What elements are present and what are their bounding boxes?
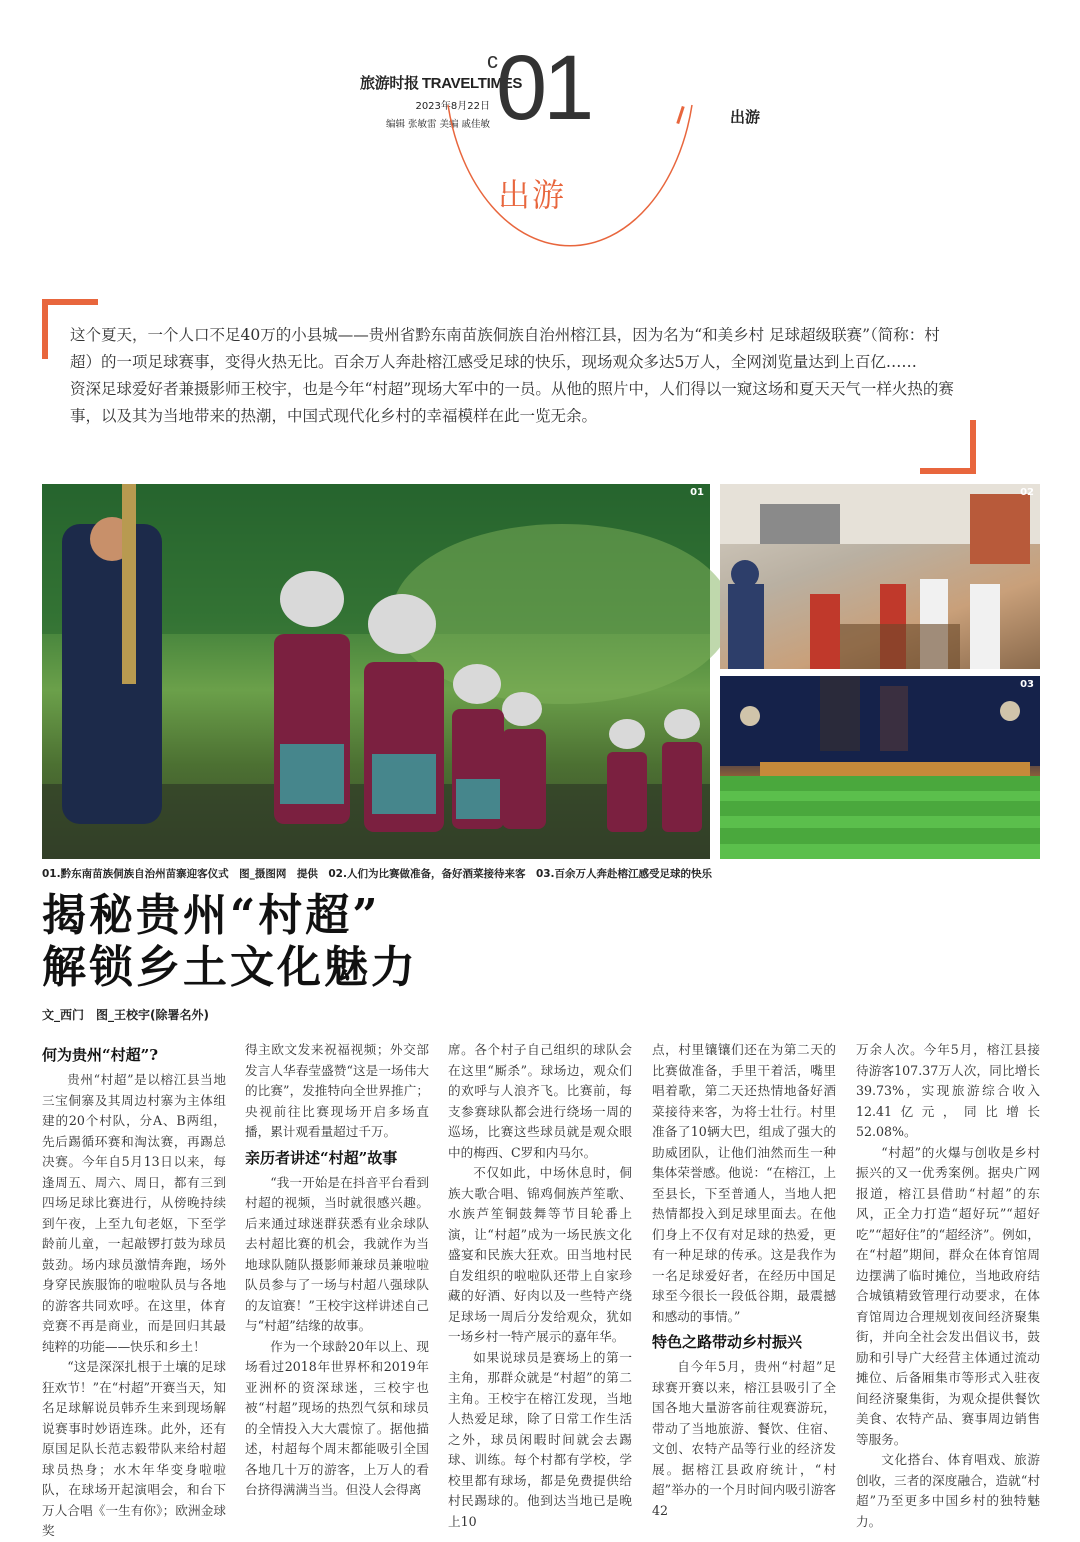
- publication-date: 2023年8月22日: [415, 101, 490, 112]
- body-column-1: [42, 1040, 226, 1542]
- photo-caption: 01.黔东南苗族侗族自治州苗寨迎客仪式 图_摄图网 提供 02.人们为比赛做准备，备好酒菜接待来客 03.百余万人奔赴榕江感受足球的快乐: [42, 868, 713, 880]
- article-headline: [42, 890, 418, 994]
- intro-paragraph: 这个夏天，一个人口不足40万的小县城——贵州省黔东南苗族侗族自治州榕江县，因为名为“和美乡村 足球超级联赛”（简称：村超）的一项足球赛事，变得火热无比。百余万人奔赴榕江感受足球的快乐，现场观众多达5万人，全网浏览量达到上百亿……: [70, 326, 940, 371]
- photo-illustration: [42, 484, 710, 859]
- body-column-4: [652, 1040, 836, 1521]
- body-paragraph: 自今年5月，贵州“村超”足球赛开赛以来，榕江县吸引了全国各地大量游客前往观赛游玩，带动了当地旅游、餐饮、住宿、文创、农特产品等行业的经济发展。据榕江县政府统计，“村超”举办的一个月时间内吸引游客42: [652, 1359, 836, 1518]
- brand-cn: 旅游时报: [360, 74, 419, 92]
- body-column-5: [856, 1040, 1040, 1532]
- headline-line: 揭秘贵州“村超”: [42, 890, 381, 941]
- body-paragraph: 贵州“村超”是以榕江县当地三宝侗寨及其周边村寨为主体组建的20个村队，分A、B两组，先后踢循环赛和淘汰赛，再踢总决赛。今年自5月13日以来，每逢周五、周六、周日，都有三到四场足球比赛进行，从傍晚持续到午夜，上至九旬老妪，下至学龄前儿童，一起敲锣打鼓为球员鼓劲。场内球员激情奔跑，场外身穿民族服饰的啦啦队员与各地的游客共同欢呼。在这里，体育竞赛不再是商业，而是回归其最纯粹的功能——快乐和乡土！: [42, 1072, 226, 1354]
- body-paragraph: 文化搭台、体育唱戏、旅游创收，三者的深度融合，造就“村超”乃至更多中国乡村的独特魅力。: [856, 1452, 1040, 1529]
- headline-line: 解锁乡土文化魅力: [42, 942, 418, 993]
- body-paragraph: 不仅如此，中场休息时，侗族大歌合唱、锦鸡侗族芦笙歌、水族芦笙铜鼓舞等节目轮番上演，让“村超”成为一场民族文化盛宴和民族大狂欢。田当地村民自发组织的啦啦队还带上自家珍藏的好酒、好肉以及一些特产绕足球场一周后分发给观众，犹如一场乡村一特产展示的嘉年华。: [448, 1165, 632, 1344]
- photo-miao-welcome: [42, 484, 710, 859]
- page-number: 01: [496, 37, 591, 139]
- photo-illustration: [720, 676, 1040, 859]
- photo-illustration: [720, 484, 1040, 669]
- editor-credits: 编辑 张敏雷 美编 戚佳敏: [385, 119, 490, 130]
- photo-preparation: [720, 484, 1040, 669]
- page-prefix: c: [487, 48, 498, 73]
- body-paragraph: 万余人次。今年5月，榕江县接待游客107.37万人次，同比增长39.73%，实现旅游综合收入12.41亿元，同比增长52.08%。: [856, 1042, 1040, 1139]
- body-paragraph: “这是深深扎根于土壤的足球狂欢节！”在“村超”开赛当天，知名足球解说员韩乔生来到现场解说赛事时妙语连珠。此外，还有原国足队长范志毅带队来给村超球员热身；水木年华变身啦啦队，在球场开起演唱会，和台下万人合唱《一生有你》；欧洲金球奖: [42, 1359, 226, 1538]
- body-paragraph: 点，村里镶镶们还在为第二天的比赛做准备，手里干着活，嘴里唱着歌，第二天还热情地备好酒菜接待来客，为将士壮行。村里准备了10辆大巴，组成了强大的助威团队，让他们油然而生一种集体荣誉感。他说：“在榕江，上至县长，下至普通人，当地人把热情都投入到足球里面去。在他们身上不仅有对足球的热爱，更有一种足球的传承。这是我作为一名足球爱好者，在经历中国足球至今很长一段低谷期，最震撼和感动的事情。”: [652, 1042, 836, 1324]
- subheading: 特色之路带动乡村振兴: [652, 1333, 803, 1351]
- body-paragraph: “我一开始是在抖音平台看到村超的视频，当时就很感兴趣。后来通过球迷群获悉有业余球队去村超比赛的机会，我就作为当地球队随队摄影师兼球员兼啦啦队员参与了一场与村超八强球队的友谊赛！”王校宇这样讲述自己与“村超”结缘的故事。: [245, 1174, 429, 1333]
- decorative-arc: [440, 0, 700, 285]
- brand-en: TRAVELTIMES: [421, 75, 523, 92]
- body-paragraph: 作为一个球龄20年以上、现场看过2018年世界杯和2019年亚洲杯的资深球迷，三校宇也被“村超”现场的热烈气氛和球员的全情投入大大震惊了。据他描述，村超每个周末都能吸引全国各地几十万的游客，上万人的看台挤得满满当当。但没人会得离: [245, 1338, 429, 1497]
- body-paragraph: 席。各个村子自己组织的球队会在这里“厮杀”。球场边，观众们的欢呼与人浪齐飞。比赛前，每支参赛球队都会进行绕场一周的巡场，比赛这些球员就是观众眼中的梅西、C罗和内马尔。: [448, 1042, 632, 1160]
- intro-paragraph: 资深足球爱好者兼摄影师王校宇，也是今年“村超”现场大军中的一员。从他的照片中，人们得以一窥这场和夏天天气一样火热的赛事，以及其为当地带来的热潮，中国式现代化乡村的幸福模样在此一览无余。: [70, 380, 954, 425]
- photo-number: 03: [1020, 679, 1034, 690]
- body-paragraph: 如果说球员是赛场上的第一主角，那群众就是“村超”的第二主角。王校宇在榕江发现，当地人热爱足球，除了日常工作生活之外，球员闲暇时间就会去踢球、训练。每个村都有学校，学校里都有球场，都是免费提供给村民踢球的。他到达当地已是晚上10: [448, 1349, 632, 1529]
- body-column-2: [245, 1040, 429, 1501]
- section-title: 出游: [498, 176, 567, 214]
- photo-number: 01: [690, 487, 704, 498]
- byline: 文_西门 图_王校宇(除署名外): [42, 1008, 209, 1022]
- intro-text: [70, 322, 955, 430]
- section-label: 出游: [730, 108, 761, 126]
- body-paragraph: 得主欧文发来祝福视频；外交部发言人华春莹盛赞“这是一场伟大的比赛”，发推特向全世界推广；央视前往比赛现场开启多场直播，累计观看量超过千万。: [245, 1042, 429, 1139]
- photo-number: 02: [1020, 487, 1034, 498]
- photo-stadium-night: [720, 676, 1040, 859]
- body-paragraph: “村超”的火爆与创收是乡村振兴的又一优秀案例。据央广网报道，榕江县借助“村超”的东风，正全力打造“超好玩”“超好吃”“超好住”的“超经济”。例如，在“村超”期间，群众在体育馆周边摆满了临时摊位，当地政府结合城镇精致管理行动要求，在体育馆周边合理规划夜间经济聚集街，并向全社会发出倡议书，鼓励和引导广大经营主体通过流动摊位、后备厢集市等形式入驻夜间经济聚集街，为观众提供餐饮美食、农特产品、赛事周边销售等服务。: [856, 1144, 1040, 1447]
- subheading: 亲历者讲述“村超”故事: [245, 1148, 398, 1167]
- body-column-3: [448, 1040, 632, 1532]
- subheading: 何为贵州“村超”?: [42, 1046, 159, 1064]
